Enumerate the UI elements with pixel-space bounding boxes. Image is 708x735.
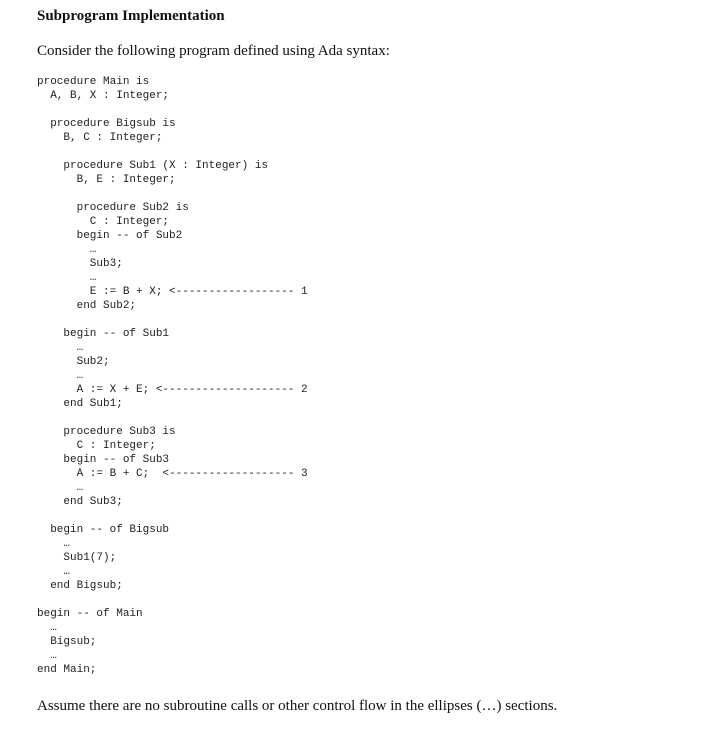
- code-line: …: [37, 244, 97, 256]
- code-line: [37, 593, 308, 607]
- code-line: C : Integer;: [37, 440, 156, 452]
- code-line: A := B + C; <------------------- 3: [37, 468, 308, 480]
- code-line: Sub2;: [37, 356, 110, 368]
- code-line: …: [37, 482, 84, 494]
- intro-paragraph: Consider the following program defined using Ada syntax:: [37, 43, 390, 59]
- code-line: [37, 145, 308, 159]
- code-line: procedure Bigsub is: [37, 118, 176, 130]
- code-line: end Main;: [37, 664, 97, 676]
- code-line: [37, 187, 308, 201]
- code-line: [37, 313, 308, 327]
- code-line: B, C : Integer;: [37, 132, 163, 144]
- code-line: end Sub2;: [37, 300, 137, 312]
- code-line: [37, 411, 308, 425]
- code-line: B, E : Integer;: [37, 174, 176, 186]
- assumption-note: Assume there are no subroutine calls or other control flow in the ellipses (…) sections.: [37, 698, 558, 714]
- code-line: begin -- of Sub3: [37, 454, 170, 466]
- code-line: [37, 509, 308, 523]
- code-line: …: [37, 622, 57, 634]
- code-line: A := X + E; <-------------------- 2: [37, 384, 308, 396]
- code-line: [37, 103, 308, 117]
- code-line: …: [37, 272, 97, 284]
- code-line: procedure Main is: [37, 76, 150, 88]
- code-line: end Bigsub;: [37, 580, 123, 592]
- code-line: A, B, X : Integer;: [37, 90, 170, 102]
- code-line: C : Integer;: [37, 216, 170, 228]
- section-title: Subprogram Implementation: [37, 8, 225, 24]
- code-line: Sub1(7);: [37, 552, 117, 564]
- code-line: procedure Sub3 is: [37, 426, 176, 438]
- code-line: begin -- of Sub2: [37, 230, 183, 242]
- code-line: begin -- of Main: [37, 608, 143, 620]
- code-line: begin -- of Bigsub: [37, 524, 170, 536]
- code-line: begin -- of Sub1: [37, 328, 170, 340]
- code-line: …: [37, 566, 71, 578]
- code-line: end Sub1;: [37, 398, 123, 410]
- code-line: …: [37, 650, 57, 662]
- ada-code-listing: [37, 75, 308, 677]
- code-line: …: [37, 342, 84, 354]
- code-line: end Sub3;: [37, 496, 123, 508]
- code-line: …: [37, 538, 71, 550]
- code-line: …: [37, 370, 84, 382]
- code-line: Sub3;: [37, 258, 123, 270]
- code-line: Bigsub;: [37, 636, 97, 648]
- code-line: procedure Sub2 is: [37, 202, 189, 214]
- code-line: procedure Sub1 (X : Integer) is: [37, 160, 269, 172]
- document-page: [37, 0, 698, 735]
- code-line: E := B + X; <------------------ 1: [37, 286, 308, 298]
